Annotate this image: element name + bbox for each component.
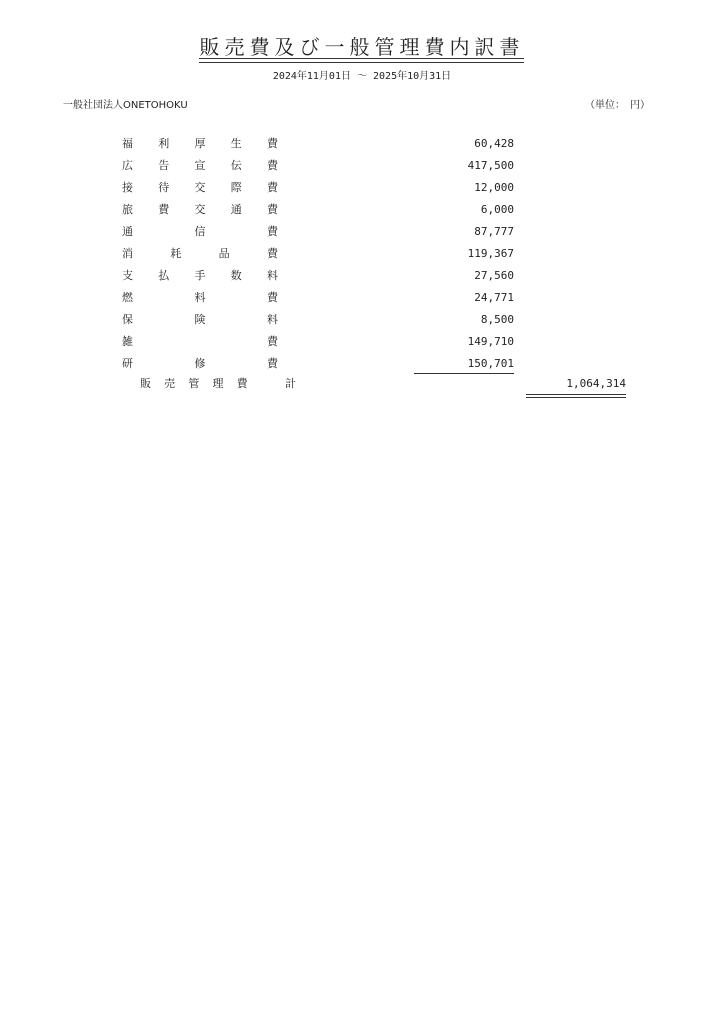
total-label-char: 管 [188,377,200,390]
organization-name: 一般社団法人ONETOHOKU [63,100,188,111]
item-label-char: 費 [158,203,170,216]
item-label-char: 通 [230,203,242,216]
item-amount: 24,771 [474,291,514,304]
subtotal-rule [414,373,514,374]
item-label [122,202,278,218]
item-label-char: 燃 [122,291,133,304]
table-row [0,177,724,199]
item-amount: 8,500 [480,313,514,326]
item-label-char: 旅 [122,203,133,216]
item-label-char: 品 [218,247,230,260]
total-label-char: 費 [236,377,248,390]
item-amount: 60,428 [474,137,514,150]
table-row [0,221,724,243]
item-label-char: 数 [230,269,242,282]
item-label-char: 福 [122,137,133,150]
item-label-char: 接 [122,181,133,194]
item-amount: 87,777 [474,225,514,238]
total-label-char: 売 [164,377,176,390]
fiscal-period: 2024年11月01日 ～ 2025年10月31日 [272,71,452,82]
total-label-char: 販 [140,377,151,390]
item-label-char: 払 [158,269,170,282]
item-label-char: 信 [194,225,206,238]
table-row [0,353,724,375]
item-label-char: 料 [267,269,278,282]
item-label [122,158,278,174]
item-label-char: 料 [267,313,278,326]
total-amount: 1,064,314 [566,377,626,390]
item-label-char: 料 [194,291,206,304]
item-label-char: 交 [194,203,206,216]
item-label-char: 手 [194,269,206,282]
item-amount: 149,710 [467,335,514,348]
total-label-char [261,376,272,392]
item-label-char: 支 [122,269,133,282]
table-row [0,287,724,309]
item-label-char: 費 [267,225,278,238]
item-label [122,136,278,152]
total-label [140,376,296,392]
item-label [122,290,278,306]
item-label-char: 利 [158,137,170,150]
item-label-char: 宣 [194,159,206,172]
document-title: 販売費及び一般管理費内訳書 [199,35,525,59]
item-label-char: 費 [267,357,278,370]
item-label [122,180,278,196]
item-label [122,246,278,262]
item-label-char: 費 [267,159,278,172]
item-label [122,224,278,240]
item-label-char: 費 [267,335,278,348]
item-label-char: 厚 [194,137,206,150]
item-amount: 150,701 [467,357,514,370]
table-row [0,133,724,155]
item-label-char: 費 [267,137,278,150]
item-label-char: 広 [122,159,133,172]
item-label [122,334,278,350]
table-row [0,331,724,353]
table-row [0,243,724,265]
table-row [0,309,724,331]
item-amount: 6,000 [480,203,514,216]
item-label-char: 修 [194,357,206,370]
unit-label: （単位： 円） [585,100,650,111]
title-double-underline [199,58,524,63]
item-amount: 27,560 [474,269,514,282]
item-label-char: 雑 [122,335,133,348]
item-label-char: 費 [267,203,278,216]
item-amount: 12,000 [474,181,514,194]
item-label-char: 際 [230,181,242,194]
item-label-char: 費 [266,247,278,260]
total-label-char: 計 [284,377,296,390]
item-amount: 119,367 [467,247,514,260]
total-double-underline [526,394,626,398]
item-label [122,356,278,372]
item-label-char: 待 [158,181,170,194]
item-label-char: 告 [158,159,170,172]
table-row [0,199,724,221]
item-label-char: 通 [122,225,133,238]
table-row [0,265,724,287]
total-label-char: 理 [212,377,224,390]
item-label-char: 費 [267,181,278,194]
table-row [0,155,724,177]
item-amount: 417,500 [467,159,514,172]
item-label [122,268,278,284]
item-label [122,312,278,328]
item-label-char: 険 [194,313,206,326]
item-label-char: 保 [122,313,133,326]
item-label-char: 消 [122,247,133,260]
item-label-char: 生 [230,137,242,150]
item-label-char: 伝 [230,159,242,172]
item-label-char: 研 [122,357,133,370]
item-label-char: 費 [267,291,278,304]
item-label-char: 耗 [170,247,182,260]
item-label-char: 交 [194,181,206,194]
